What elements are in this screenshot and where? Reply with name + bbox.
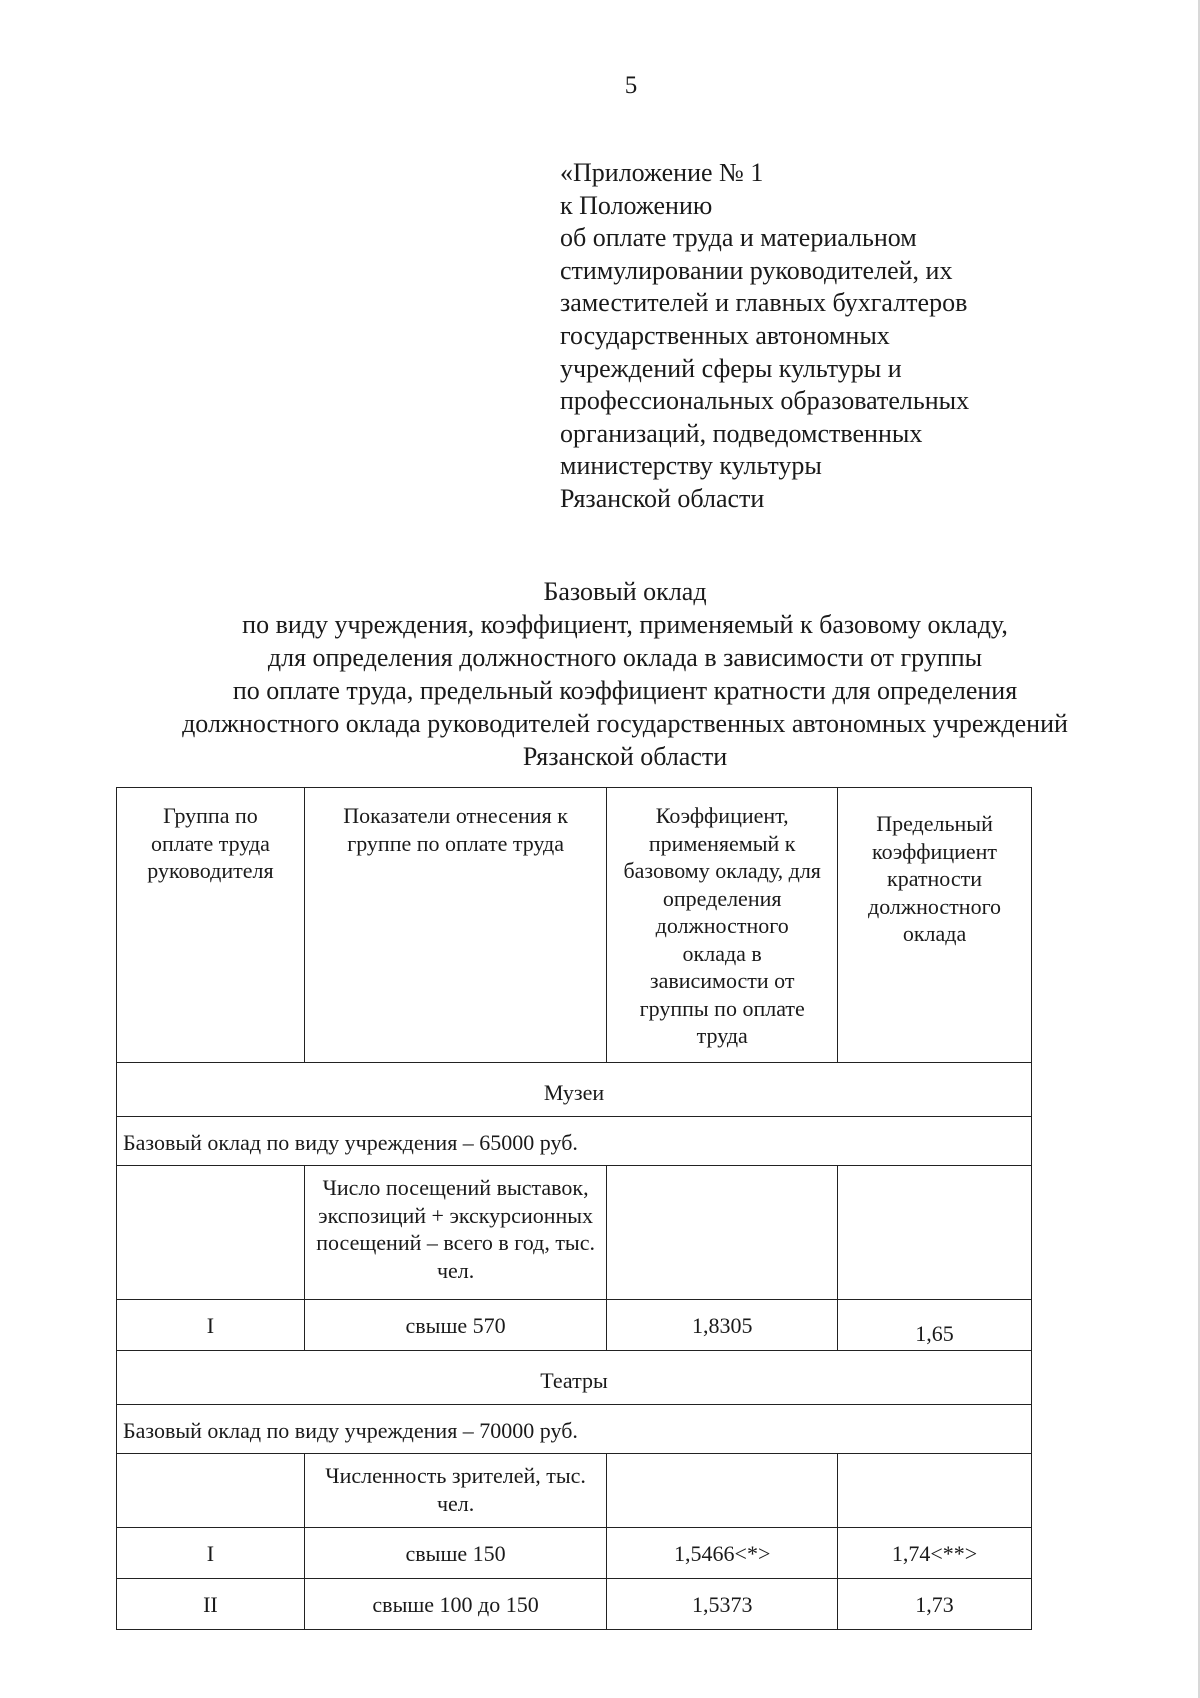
base-salary-row-museums [117,1117,1032,1166]
base-salary-text: Базовый оклад по виду учреждения – 70000 руб. [117,1405,1032,1454]
salary-coefficient-table [116,787,1032,1630]
coefficient-cell: 1,8305 [607,1300,838,1351]
section-title: Музеи [117,1063,1032,1117]
title-line: Базовый оклад [543,577,707,606]
max-coefficient-cell: 1,73 [838,1579,1032,1630]
appendix-line: заместителей и главных бухгалтеров [560,288,968,318]
table-cell-empty [607,1454,838,1528]
title-line: по виду учреждения, коэффициент, применяемый к базовому окладу, [242,610,1008,639]
table-cell-empty [607,1166,838,1300]
appendix-line: стимулировании руководителей, их [560,255,953,285]
appendix-line: «Приложение № 1 [560,158,764,187]
document-title [100,575,1150,773]
header-max-coefficient: Предельный коэффициент кратности должностного оклада [838,788,1032,1063]
header-coefficient: Коэффициент, применяемый к базовому окладу, для определения должностного оклада в зависимости от группы по оплате труда [607,788,838,1063]
max-coefficient-cell: 1,74<**> [838,1528,1032,1579]
appendix-line: к Положению [560,190,713,220]
appendix-line: учреждений сферы культуры и [560,353,902,383]
group-cell: II [117,1579,305,1630]
header-indicators: Показатели отнесения к группе по оплате труда [304,788,606,1063]
appendix-line: об оплате труда и материальном [560,223,917,253]
title-line: Рязанской области [522,742,728,771]
indicator-row-theatres [117,1454,1032,1528]
table-row [117,1579,1032,1630]
coefficient-cell: 1,5466<*> [607,1528,838,1579]
indicator-text: Число посещений выставок, экспозиций + экскурсионных посещений – всего в год, тыс. чел. [304,1166,606,1300]
table-row [117,1300,1032,1351]
appendix-line: профессиональных образовательных [560,386,970,416]
page-number: 5 [624,72,638,99]
table-cell-empty [117,1166,305,1300]
section-row-museums [117,1063,1032,1117]
section-row-theatres [117,1351,1032,1405]
group-cell: I [117,1528,305,1579]
indicator-text: Численность зрителей, тыс. чел. [304,1454,606,1528]
table-header-row [117,788,1032,1063]
title-line: по оплате труда, предельный коэффициент кратности для определения [232,676,1018,705]
appendix-line: Рязанской области [560,483,765,513]
section-title: Театры [117,1351,1032,1405]
indicator-cell: свыше 570 [304,1300,606,1351]
coefficient-cell: 1,5373 [607,1579,838,1630]
base-salary-row-theatres [117,1405,1032,1454]
appendix-line: министерству культуры [560,451,822,481]
table-row [117,1528,1032,1579]
title-line: для определения должностного оклада в зависимости от группы [267,643,983,672]
indicator-cell: свыше 150 [304,1528,606,1579]
table-cell-empty [838,1454,1032,1528]
indicator-cell: свыше 100 до 150 [304,1579,606,1630]
appendix-line: организаций, подведомственных [560,418,923,448]
header-group: Группа по оплате труда руководителя [117,788,305,1063]
base-salary-text: Базовый оклад по виду учреждения – 65000 руб. [117,1117,1032,1166]
table-cell-empty [117,1454,305,1528]
group-cell: I [117,1300,305,1351]
indicator-row-museums [117,1166,1032,1300]
max-coefficient-cell: 1,65 [838,1300,1032,1351]
table-cell-empty [838,1166,1032,1300]
title-line: должностного оклада руководителей государственных автономных учреждений [182,709,1068,738]
appendix-line: государственных автономных [560,320,890,350]
appendix-reference [560,157,1080,516]
